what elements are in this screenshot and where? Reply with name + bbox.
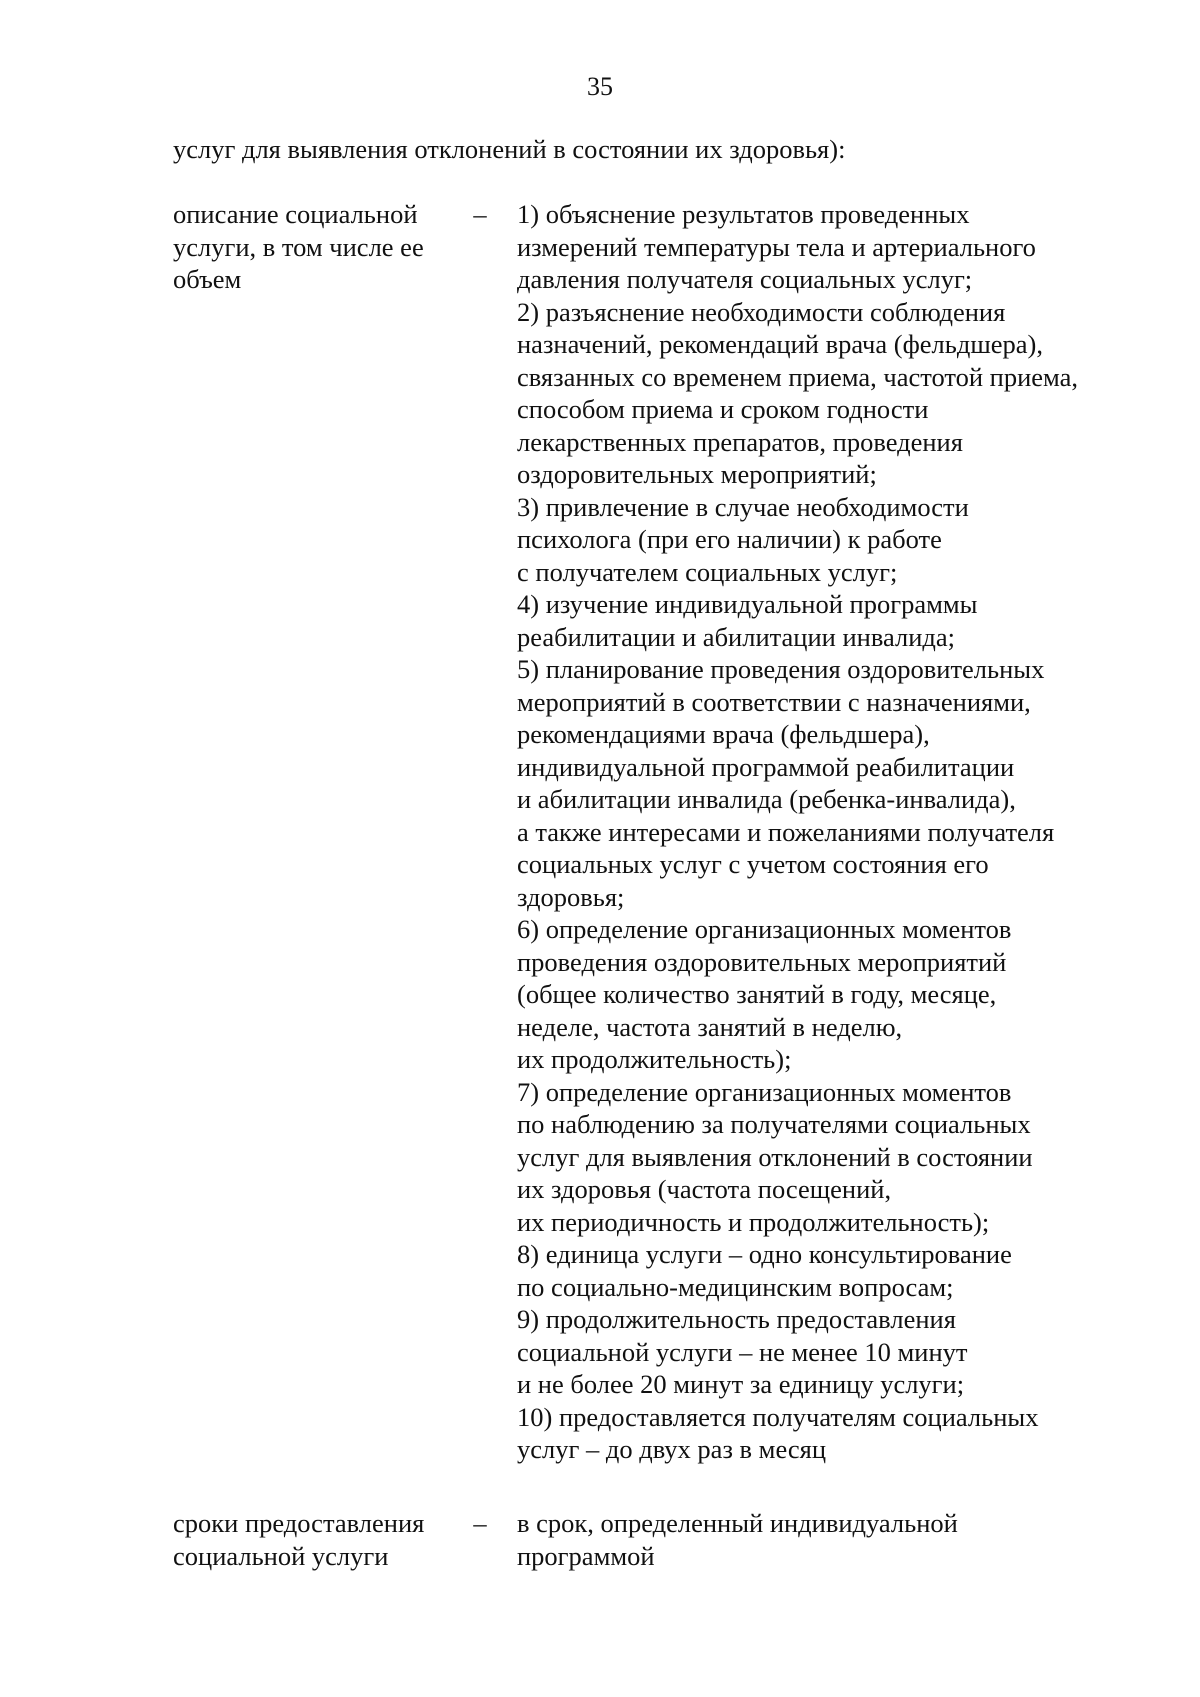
- value-line: здоровья;: [517, 881, 625, 912]
- page-number: 35: [587, 72, 613, 101]
- value-line: лекарственных препаратов, проведения: [517, 426, 963, 457]
- value-line: 2) разъяснение необходимости соблюдения: [517, 296, 1006, 327]
- value-line: проведения оздоровительных мероприятий: [517, 946, 1007, 977]
- value-line: оздоровительных мероприятий;: [517, 459, 877, 489]
- dash: –: [473, 1508, 487, 1538]
- value-line: 4) изучение индивидуальной программы: [517, 589, 978, 619]
- value-line: программой: [517, 1540, 655, 1571]
- dash: –: [473, 199, 487, 229]
- value-line: 5) планирование проведения оздоровительных: [517, 654, 1045, 684]
- value-line: 3) привлечение в случае необходимости: [517, 491, 969, 522]
- value-line: социальной услуги – не менее 10 минут: [517, 1336, 968, 1367]
- value-line: мероприятий в соответствии с назначениями,: [517, 686, 1031, 717]
- value-line: психолога (при его наличии) к работе: [517, 524, 942, 554]
- label-line: сроки предоставления: [173, 1508, 425, 1538]
- value-line: 6) определение организационных моментов: [517, 914, 1012, 944]
- label-line: социальной услуги: [173, 1540, 389, 1571]
- value-line: способом приема и сроком годности: [517, 394, 929, 424]
- terms-label: [173, 1507, 473, 1572]
- value-line: и абилитации инвалида (ребенка-инвалида),: [517, 784, 1016, 814]
- value-line: социальных услуг с учетом состояния его: [517, 849, 989, 879]
- value-line: а также интересами и пожеланиями получателя: [517, 816, 1055, 847]
- value-line: в срок, определенный индивидуальной: [517, 1508, 958, 1538]
- value-line: 9) продолжительность предоставления: [517, 1304, 956, 1334]
- value-line: давления получателя социальных услуг;: [517, 264, 973, 294]
- value-line: измерений температуры тела и артериального: [517, 231, 1036, 262]
- value-line: услуг – до двух раз в месяц: [517, 1434, 826, 1464]
- terms-value: [517, 1507, 1137, 1572]
- description-label: [173, 198, 473, 296]
- value-line: с получателем социальных услуг;: [517, 556, 898, 587]
- value-line: их продолжительность);: [517, 1044, 792, 1074]
- value-line: услуг для выявления отклонений в состоянии: [517, 1141, 1033, 1172]
- value-line: (общее количество занятий в году, месяце,: [517, 979, 997, 1009]
- value-line: реабилитации и абилитации инвалида;: [517, 621, 956, 652]
- value-line: по социально-медицинским вопросам;: [517, 1271, 954, 1302]
- value-line: назначений, рекомендаций врача (фельдшера),: [517, 329, 1043, 359]
- value-line: 7) определение организационных моментов: [517, 1076, 1012, 1107]
- value-line: индивидуальной программой реабилитации: [517, 751, 1015, 782]
- value-line: 1) объяснение результатов проведенных: [517, 199, 970, 229]
- label-line: описание социальной: [173, 199, 418, 229]
- intro-text: услуг для выявления отклонений в состоянии их здоровья):: [173, 134, 846, 164]
- value-line: их периодичность и продолжительность);: [517, 1206, 990, 1237]
- description-value: [517, 198, 1137, 1466]
- value-line: 10) предоставляется получателям социальных: [517, 1401, 1039, 1432]
- value-line: и не более 20 минут за единицу услуги;: [517, 1369, 965, 1399]
- value-line: по наблюдению за получателями социальных: [517, 1109, 1031, 1139]
- label-line: услуги, в том числе ее: [173, 231, 424, 262]
- value-line: связанных со временем приема, частотой приема,: [517, 361, 1079, 392]
- label-line: объем: [173, 264, 242, 294]
- value-line: рекомендациями врача (фельдшера),: [517, 719, 930, 749]
- value-line: их здоровья (частота посещений,: [517, 1174, 892, 1204]
- value-line: 8) единица услуги – одно консультирование: [517, 1239, 1012, 1269]
- value-line: неделе, частота занятий в неделю,: [517, 1011, 903, 1042]
